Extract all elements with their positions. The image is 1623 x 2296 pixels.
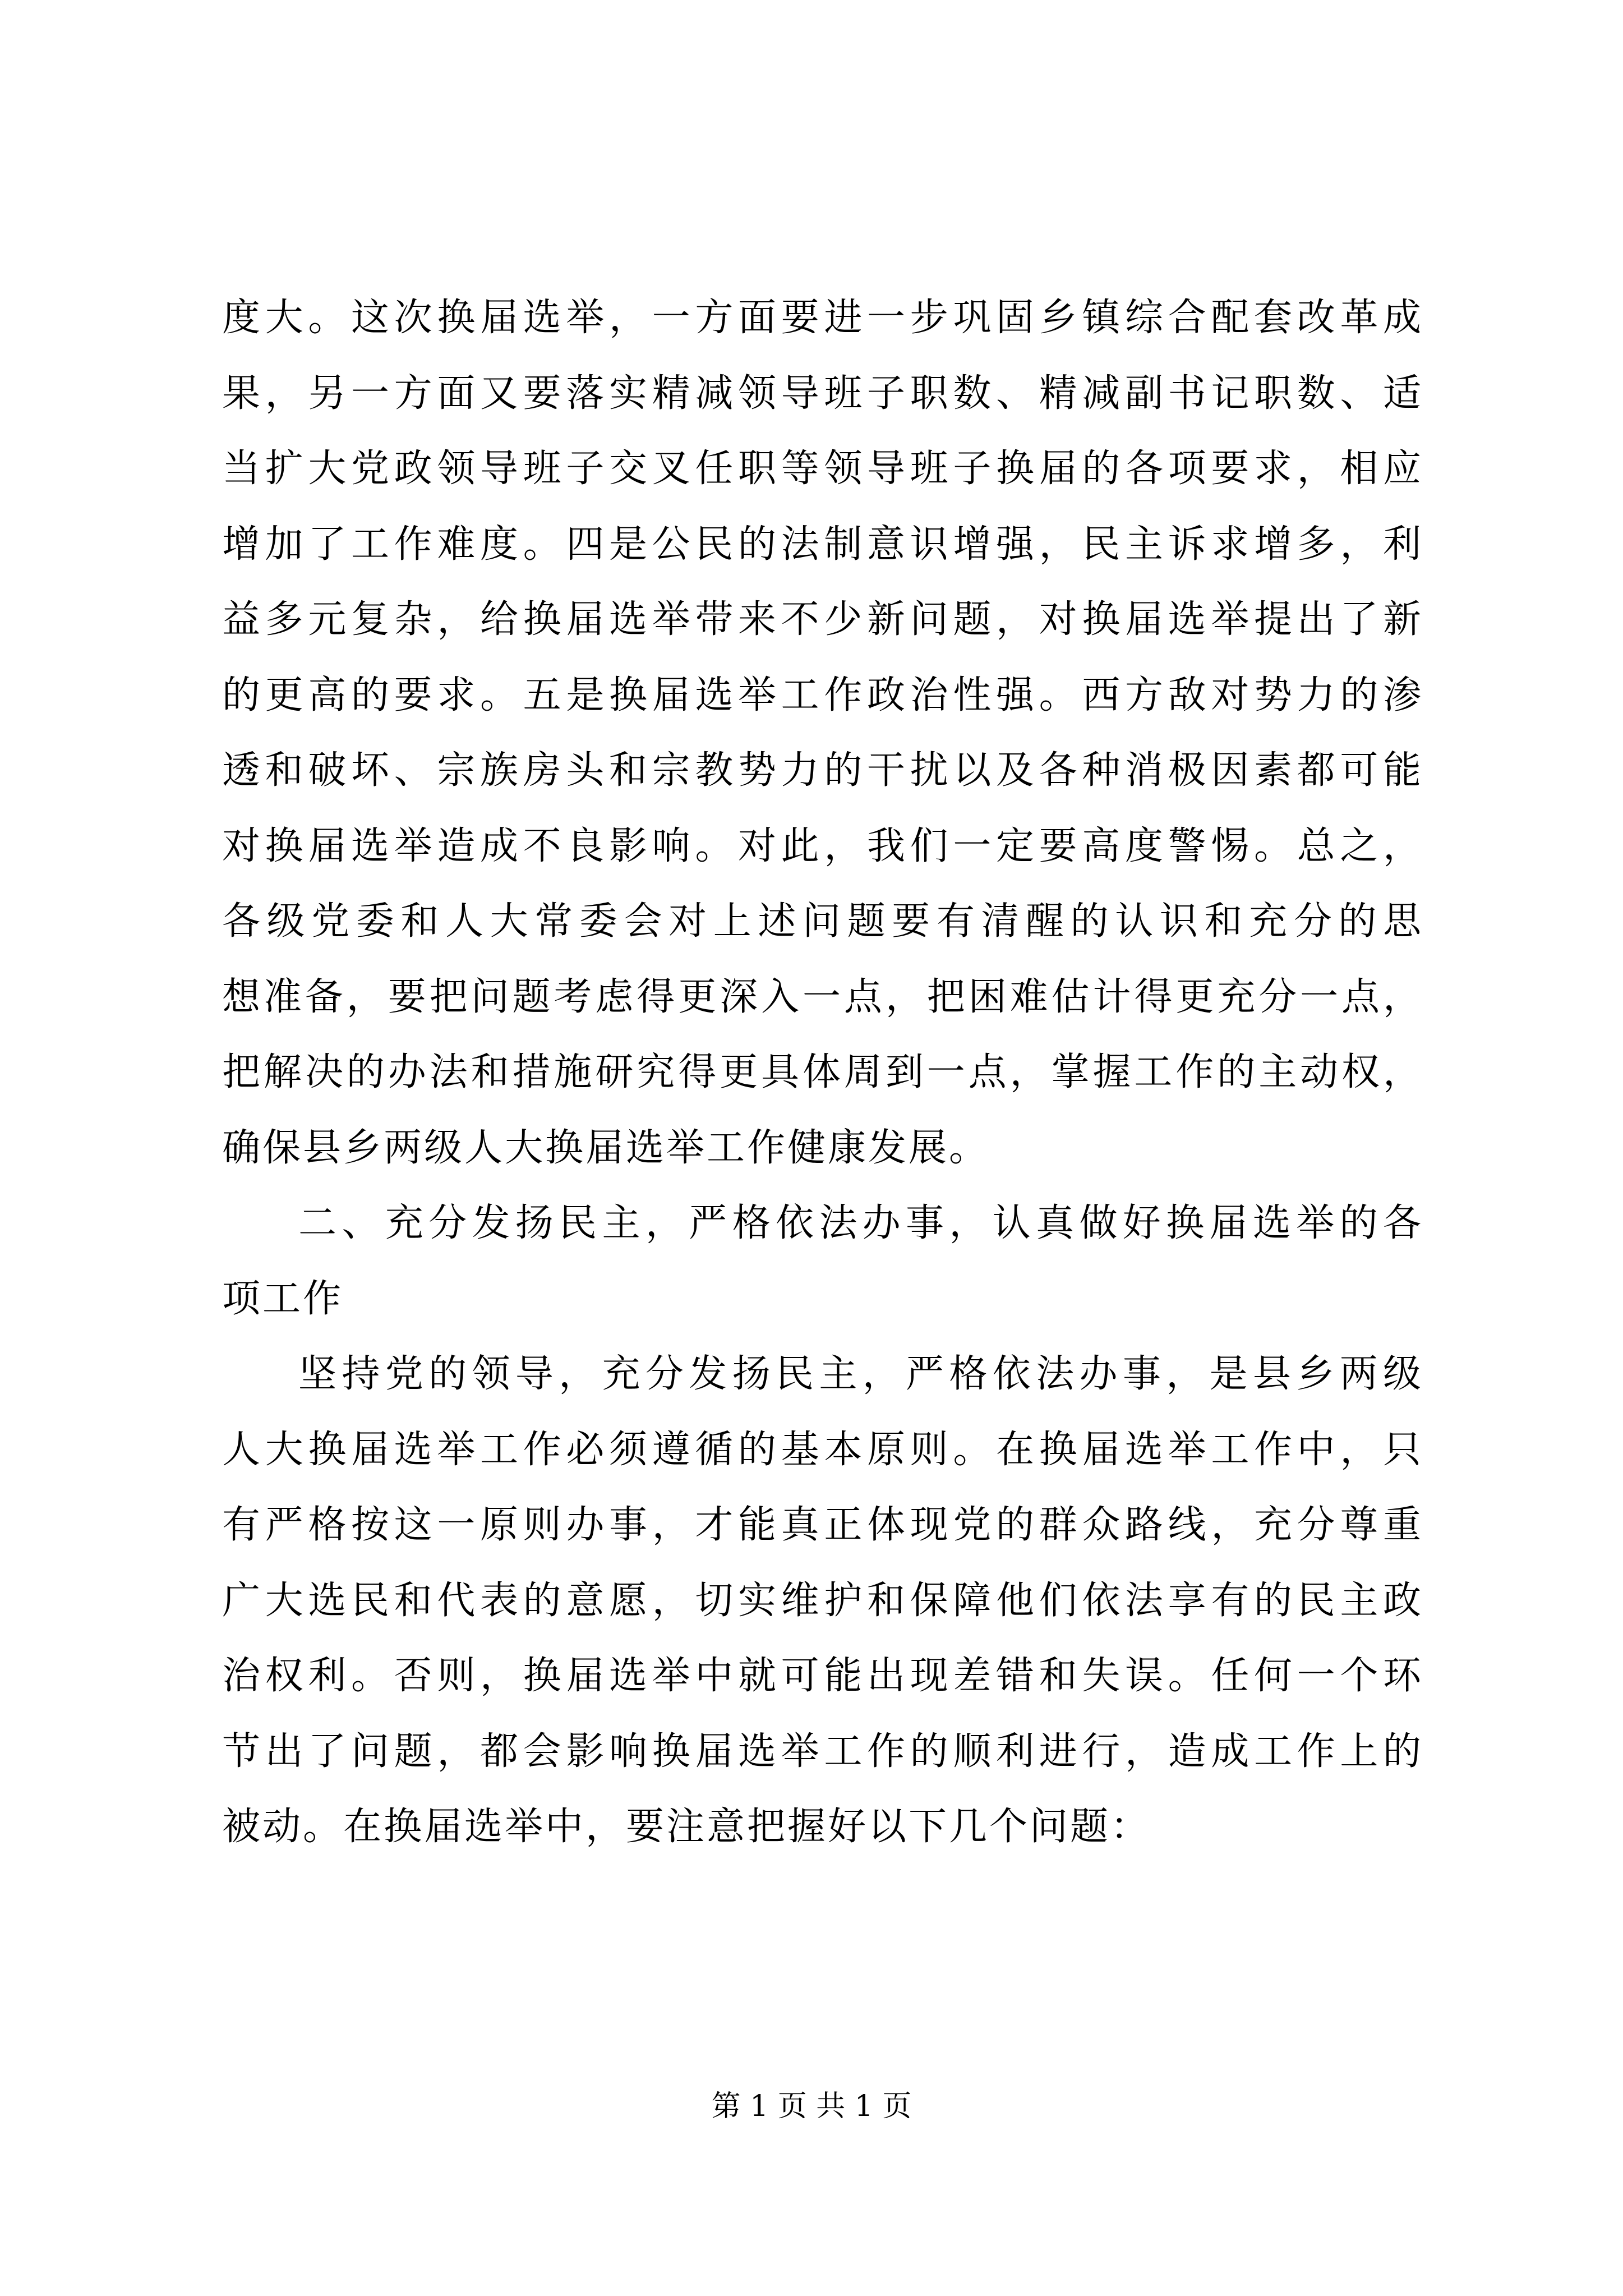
text-line: 广大选民和代表的意愿，切实维护和保障他们依法享有的民主政 — [222, 1578, 1423, 1623]
text-line: 节出了问题，都会影响换届选举工作的顺利进行，造成工作上的 — [222, 1729, 1423, 1774]
text-line: 各级党委和人大常委会对上述问题要有清醒的认识和充分的思 — [222, 899, 1423, 944]
text-line: 治权利。否则，换届选举中就可能出现差错和失误。任何一个环 — [222, 1654, 1423, 1698]
text-line: 度大。这次换届选举，一方面要进一步巩固乡镇综合配套改革成 — [222, 296, 1423, 340]
text-line: 想准备，要把问题考虑得更深入一点，把困难估计得更充分一点， — [222, 974, 1423, 1019]
text-line: 果，另一方面又要落实精减领导班子职数、精减副书记职数、适 — [222, 371, 1423, 416]
page-footer: 第 1 页 共 1 页 — [711, 2090, 912, 2123]
paragraph-start-line: 坚持党的领导，充分发扬民主，严格依法办事，是县乡两级 — [298, 1352, 1423, 1396]
paragraph-end-line: 确保县乡两级人大换届选举工作健康发展。 — [222, 1125, 990, 1170]
text-line: 人大换届选举工作必须遵循的基本原则。在换届选举工作中，只 — [222, 1427, 1423, 1472]
section-heading-end-line: 项工作 — [222, 1276, 344, 1321]
section-heading-line: 二、充分发扬民主，严格依法办事，认真做好换届选举的各 — [298, 1201, 1423, 1245]
body-text — [222, 280, 1423, 1865]
text-line: 把解决的办法和措施研究得更具体周到一点，掌握工作的主动权， — [222, 1050, 1423, 1094]
text-line: 对换届选举造成不良影响。对此，我们一定要高度警惕。总之， — [222, 823, 1423, 868]
text-line: 的更高的要求。五是换届选举工作政治性强。西方敌对势力的渗 — [222, 673, 1423, 717]
text-line: 透和破坏、宗族房头和宗教势力的干扰以及各种消极因素都可能 — [222, 748, 1423, 793]
text-line: 增加了工作难度。四是公民的法制意识增强，民主诉求增多，利 — [222, 522, 1423, 567]
paragraph-end-line: 被动。在换届选举中，要注意把握好以下几个问题： — [222, 1805, 1151, 1849]
text-line: 益多元复杂，给换届选举带来不少新问题，对换届选举提出了新 — [222, 597, 1423, 642]
text-line: 有严格按这一原则办事，才能真正体现党的群众路线，充分尊重 — [222, 1503, 1423, 1547]
text-line: 当扩大党政领导班子交叉任职等领导班子换届的各项要求，相应 — [222, 447, 1423, 491]
